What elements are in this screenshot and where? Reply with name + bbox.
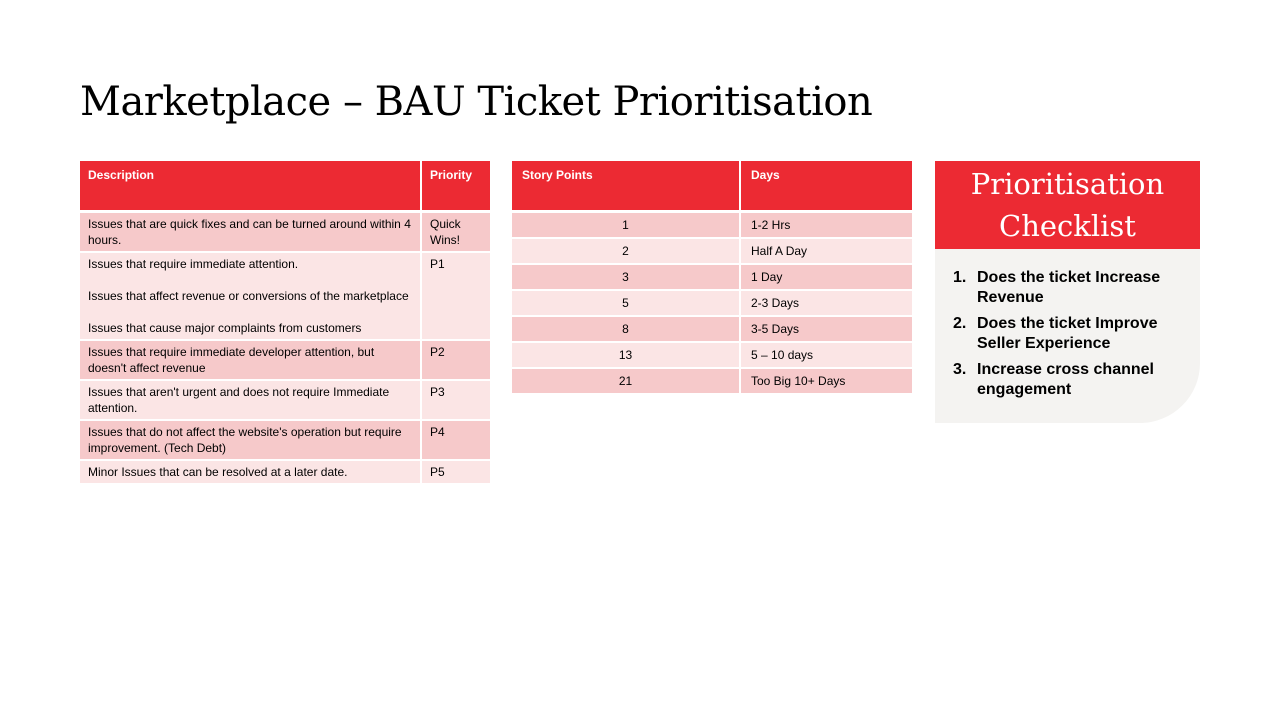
table-row [80, 380, 490, 420]
description-cell: Issues that do not affect the website's operation but require improvement. (Tech Debt) [80, 420, 421, 460]
table-row [80, 460, 490, 484]
story-points-cell: 8 [512, 316, 740, 342]
priority-cell: P3 [421, 380, 490, 420]
story-points-cell: 21 [512, 368, 740, 394]
description-cell: Issues that require immediate attention. Issues that affect revenue or conversions of the marketplace Issues that cause major complaints from customers [80, 252, 421, 340]
priority-cell: P2 [421, 340, 490, 380]
story-points-cell: 5 [512, 290, 740, 316]
table-row [512, 264, 912, 290]
checklist-item [953, 268, 1182, 308]
priority-table [80, 161, 490, 485]
days-cell: 5 – 10 days [740, 342, 912, 368]
checklist-item-text: Does the ticket Improve Seller Experience [977, 315, 1158, 352]
priority-cell: Quick Wins! [421, 211, 490, 252]
checklist-item-number: 1. [953, 269, 967, 286]
table-header-row [80, 161, 490, 211]
days-cell: 1 Day [740, 264, 912, 290]
priority-cell: P5 [421, 460, 490, 484]
story-points-cell: 13 [512, 342, 740, 368]
table-row [512, 342, 912, 368]
priority-cell: P1 [421, 252, 490, 340]
description-cell: Issues that require immediate developer attention, but doesn't affect revenue [80, 340, 421, 380]
story-points-cell: 1 [512, 211, 740, 238]
checklist-item-number: 2. [953, 315, 967, 332]
days-cell: 3-5 Days [740, 316, 912, 342]
checklist-title: Prioritisation Checklist [935, 161, 1200, 249]
checklist-item [953, 360, 1182, 400]
column-header-description: Description [80, 161, 421, 211]
table-row [80, 252, 490, 340]
description-cell: Issues that aren't urgent and does not require Immediate attention. [80, 380, 421, 420]
page-title: Marketplace – BAU Ticket Prioritisation [80, 79, 873, 125]
table-row [512, 238, 912, 264]
checklist-item-text: Increase cross channel engagement [977, 361, 1154, 398]
days-cell: 1-2 Hrs [740, 211, 912, 238]
days-cell: Too Big 10+ Days [740, 368, 912, 394]
checklist-item-number: 3. [953, 361, 967, 378]
checklist-item-text: Does the ticket Increase Revenue [977, 269, 1161, 306]
story-points-cell: 2 [512, 238, 740, 264]
column-header-story-points: Story Points [512, 161, 740, 211]
description-cell: Issues that are quick fixes and can be turned around within 4 hours. [80, 211, 421, 252]
checklist-list [935, 249, 1200, 400]
table-row [512, 211, 912, 238]
column-header-priority: Priority [421, 161, 490, 211]
story-points-table [512, 161, 912, 395]
days-cell: 2-3 Days [740, 290, 912, 316]
table-row [512, 290, 912, 316]
description-cell: Minor Issues that can be resolved at a later date. [80, 460, 421, 484]
checklist-item [953, 314, 1182, 354]
column-header-days: Days [740, 161, 912, 211]
table-header-row [512, 161, 912, 211]
prioritisation-checklist-panel [935, 161, 1200, 423]
story-points-cell: 3 [512, 264, 740, 290]
days-cell: Half A Day [740, 238, 912, 264]
table-row [80, 420, 490, 460]
priority-cell: P4 [421, 420, 490, 460]
table-row [80, 340, 490, 380]
table-row [512, 368, 912, 394]
table-row [80, 211, 490, 252]
table-row [512, 316, 912, 342]
